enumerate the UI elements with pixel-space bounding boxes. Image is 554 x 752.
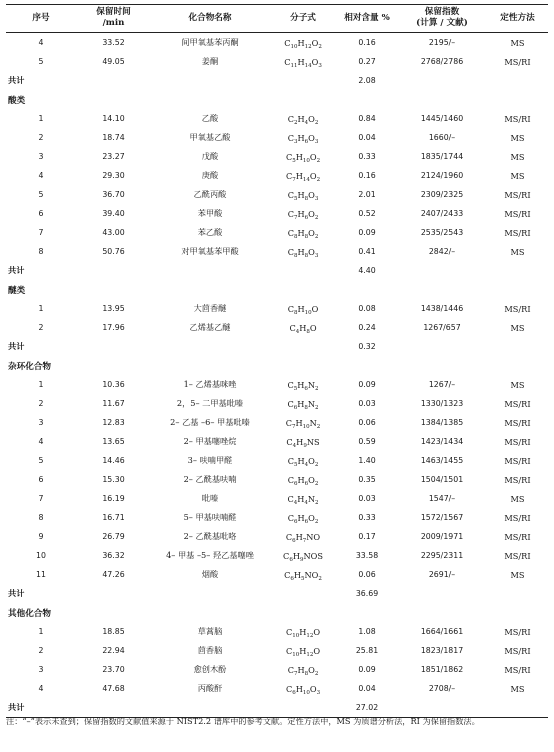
- method-cell: MS/RI: [504, 626, 531, 637]
- retention-time-cell: 18.74: [102, 133, 125, 142]
- formula-cell: $C_6H_5NO_2$: [284, 569, 322, 582]
- category-label: 酸类: [8, 95, 26, 106]
- relative-content-cell: 0.84: [358, 114, 376, 123]
- formula-cell: $C_3H_6O_3$: [287, 132, 319, 145]
- retention-index-cell: 1660/–: [428, 133, 456, 142]
- table-row: [6, 318, 548, 337]
- compound-name-cell: 对甲氧基苯甲酸: [181, 246, 239, 256]
- relative-content-cell: 0.16: [358, 38, 376, 47]
- serial-cell: 共计: [8, 341, 25, 351]
- table-row: [6, 185, 548, 204]
- retention-time-cell: 15.30: [102, 475, 125, 484]
- method-cell: MS/RI: [504, 398, 531, 409]
- relative-content-cell: 0.59: [358, 437, 376, 446]
- table-row: [6, 432, 548, 451]
- retention-index-cell: 2407/2433: [420, 209, 464, 218]
- serial-cell: 11: [36, 570, 46, 579]
- retention-time-cell: 49.05: [102, 57, 125, 66]
- table-row: [6, 527, 548, 546]
- table-row: [6, 299, 548, 318]
- retention-time-cell: 47.68: [102, 684, 125, 693]
- retention-time-cell: 39.40: [102, 209, 125, 218]
- table-row: [6, 204, 548, 223]
- serial-cell: 1: [38, 304, 44, 313]
- compound-name-cell: [151, 337, 269, 356]
- retention-time-cell: 18.85: [102, 627, 125, 636]
- formula-cell: $C_8H_8O_3$: [287, 246, 319, 259]
- column-header: 序号: [32, 12, 50, 23]
- retention-index-cell: 1835/1744: [420, 152, 464, 161]
- subtotal-row: [6, 71, 548, 90]
- compound-name-cell: [151, 584, 269, 603]
- column-header: 保留指数 (计算 / 文献): [416, 7, 468, 28]
- retention-time-cell: [76, 71, 151, 90]
- serial-cell: 3: [38, 665, 44, 674]
- retention-index-cell: [397, 584, 487, 603]
- retention-index-cell: 1267/–: [428, 380, 456, 389]
- retention-time-cell: 22.94: [102, 646, 125, 655]
- formula-cell: $C_6H_6O_2$: [287, 474, 319, 487]
- compound-name-cell: 烟酸: [201, 569, 219, 579]
- table-row: [6, 128, 548, 147]
- compound-name-cell: 乙烯基乙醚: [189, 322, 231, 332]
- category-label: 醚类: [8, 285, 26, 296]
- serial-cell: 1: [38, 627, 44, 636]
- formula-cell: $C_6H_7NO$: [285, 531, 321, 544]
- serial-cell: 3: [38, 418, 44, 427]
- table-row: [6, 166, 548, 185]
- relative-content-cell: 0.35: [358, 475, 376, 484]
- serial-cell: 6: [38, 209, 44, 218]
- retention-time-cell: [76, 337, 151, 356]
- retention-time-cell: 11.67: [102, 399, 125, 408]
- retention-time-cell: [76, 584, 151, 603]
- relative-content-cell: 0.06: [358, 570, 376, 579]
- retention-time-cell: 29.30: [102, 171, 125, 180]
- method-cell: MS: [510, 170, 525, 181]
- method-cell: MS: [510, 683, 525, 694]
- method-cell: MS/RI: [504, 436, 531, 447]
- relative-content-cell: 1.40: [358, 456, 376, 465]
- method-cell: MS: [510, 246, 525, 257]
- table-row: [6, 546, 548, 565]
- category-row: [6, 280, 548, 299]
- retention-index-cell: 1547/–: [428, 494, 456, 503]
- retention-time-cell: 36.32: [102, 551, 125, 560]
- table-row: [6, 413, 548, 432]
- compound-name-cell: 丙酸酐: [197, 683, 223, 693]
- formula-cell: $C_4H_4N_2$: [287, 493, 319, 506]
- formula-cell: $C_{10}H_{12}O$: [285, 645, 321, 658]
- method-cell: MS/RI: [504, 303, 531, 314]
- relative-content-cell: 0.06: [358, 418, 376, 427]
- retention-index-cell: 2009/1971: [420, 532, 464, 541]
- table-row: [6, 242, 548, 261]
- table-row: [6, 565, 548, 584]
- table-row: [6, 622, 548, 641]
- retention-index-cell: 1664/1661: [420, 627, 464, 636]
- retention-index-cell: 1330/1323: [420, 399, 464, 408]
- retention-index-cell: 1445/1460: [420, 114, 464, 123]
- retention-time-cell: 47.26: [102, 570, 125, 579]
- relative-content-cell: 0.03: [358, 399, 376, 408]
- method-cell: [487, 337, 548, 356]
- retention-time-cell: 23.70: [102, 665, 125, 674]
- serial-cell: 10: [36, 551, 46, 560]
- method-cell: MS/RI: [504, 56, 531, 67]
- serial-cell: 4: [38, 38, 44, 47]
- category-row: [6, 603, 548, 622]
- relative-content-cell: 0.08: [358, 304, 376, 313]
- formula-cell: $C_5H_6N_2$: [287, 379, 319, 392]
- formula-cell: $C_5H_{10}O_2$: [285, 151, 321, 164]
- table-row: [6, 660, 548, 679]
- method-cell: [487, 584, 548, 603]
- compound-name-cell: 姜酮: [201, 56, 219, 66]
- relative-content-cell: 0.33: [358, 513, 376, 522]
- retention-index-cell: 2195/–: [428, 38, 456, 47]
- serial-cell: 4: [38, 684, 44, 693]
- table-header-row: [6, 5, 548, 33]
- retention-time-cell: 13.95: [102, 304, 125, 313]
- retention-time-cell: 33.52: [102, 38, 125, 47]
- retention-index-cell: 1423/1434: [420, 437, 464, 446]
- compound-name-cell: [151, 71, 269, 90]
- retention-index-cell: [397, 337, 487, 356]
- subtotal-row: [6, 261, 548, 280]
- relative-content-cell: 33.58: [355, 551, 379, 560]
- relative-content-cell: 0.04: [358, 684, 376, 693]
- retention-time-cell: [76, 261, 151, 280]
- serial-cell: 2: [38, 133, 44, 142]
- serial-cell: 共计: [8, 588, 25, 598]
- relative-content-cell: 27.02: [355, 703, 379, 712]
- relative-content-cell: 0.41: [358, 247, 376, 256]
- method-cell: MS: [510, 493, 525, 504]
- method-cell: MS/RI: [504, 512, 531, 523]
- formula-cell: $C_2H_4O_2$: [287, 113, 319, 126]
- serial-cell: 2: [38, 323, 44, 332]
- retention-time-cell: 43.00: [102, 228, 125, 237]
- subtotal-row: [6, 584, 548, 603]
- compound-table: [6, 4, 548, 718]
- serial-cell: 1: [38, 380, 44, 389]
- table-row: [6, 109, 548, 128]
- formula-cell: $C_6H_8N_2$: [287, 398, 319, 411]
- method-cell: MS/RI: [504, 645, 531, 656]
- retention-time-cell: 16.71: [102, 513, 125, 522]
- retention-index-cell: 2295/2311: [420, 551, 464, 560]
- relative-content-cell: 25.81: [355, 646, 379, 655]
- retention-time-cell: 10.36: [102, 380, 125, 389]
- table-row: [6, 508, 548, 527]
- serial-cell: 7: [38, 228, 44, 237]
- method-cell: MS/RI: [504, 227, 531, 238]
- compound-name-cell: 愈创木酚: [193, 664, 227, 674]
- method-cell: MS/RI: [504, 664, 531, 675]
- retention-index-cell: 2124/1960: [420, 171, 464, 180]
- formula-cell: $C_8H_{10}O$: [287, 303, 319, 316]
- retention-index-cell: 1438/1446: [420, 304, 464, 313]
- serial-cell: 5: [38, 190, 44, 199]
- table-row: [6, 451, 548, 470]
- retention-index-cell: 2535/2543: [420, 228, 464, 237]
- formula-cell: $C_6H_{10}O_3$: [285, 683, 321, 696]
- column-header: 保留时间 /min: [96, 7, 131, 28]
- formula-cell: $C_{10}H_{12}O_2$: [284, 37, 322, 50]
- formula-cell: [269, 71, 337, 90]
- compound-name-cell: 3– 呋喃甲醛: [187, 455, 233, 465]
- retention-time-cell: 13.65: [102, 437, 125, 446]
- serial-cell: 1: [38, 114, 44, 123]
- compound-name-cell: 甲氧基乙酸: [189, 132, 231, 142]
- serial-cell: 8: [38, 247, 44, 256]
- method-cell: MS/RI: [504, 474, 531, 485]
- method-cell: MS/RI: [504, 455, 531, 466]
- compound-name-cell: 草蒿脑: [197, 626, 223, 636]
- relative-content-cell: 0.04: [358, 133, 376, 142]
- formula-cell: $C_8H_8O_2$: [287, 227, 319, 240]
- compound-name-cell: 1– 乙烯基咪唑: [183, 379, 237, 389]
- retention-index-cell: 2768/2786: [420, 57, 464, 66]
- formula-cell: $C_{10}H_{12}O$: [285, 626, 321, 639]
- retention-time-cell: 14.46: [102, 456, 125, 465]
- table-row: [6, 375, 548, 394]
- method-cell: MS/RI: [504, 208, 531, 219]
- method-cell: MS: [510, 151, 525, 162]
- retention-time-cell: 50.76: [102, 247, 125, 256]
- compound-name-cell: 2，5– 二甲基吡嗪: [176, 398, 244, 408]
- method-cell: MS/RI: [504, 550, 531, 561]
- relative-content-cell: 0.17: [358, 532, 376, 541]
- serial-cell: 7: [38, 494, 44, 503]
- retention-time-cell: 16.19: [102, 494, 125, 503]
- formula-cell: $C_7H_{10}N_2$: [285, 417, 321, 430]
- formula-cell: [269, 584, 337, 603]
- retention-index-cell: 1384/1385: [420, 418, 464, 427]
- compound-name-cell: 大茴香醚: [193, 303, 227, 313]
- method-cell: MS/RI: [504, 531, 531, 542]
- retention-time-cell: 17.96: [102, 323, 125, 332]
- relative-content-cell: 0.16: [358, 171, 376, 180]
- formula-cell: $C_4H_9NS$: [286, 436, 320, 449]
- category-label: 杂环化合物: [8, 361, 51, 372]
- retention-time-cell: 26.79: [102, 532, 125, 541]
- formula-cell: $C_5H_4O_2$: [287, 455, 319, 468]
- formula-cell: $C_6H_6O_2$: [287, 512, 319, 525]
- compound-name-cell: 庚酸: [201, 170, 219, 180]
- formula-cell: $C_7H_6O_2$: [287, 208, 319, 221]
- serial-cell: 4: [38, 171, 44, 180]
- table-footnote: 注：“–”表示未查到；保留指数的文献值来源于 NIST2.2 谱库中的参考文献。定性方法中，MS 为质谱分析法，RI 为保留指数法。: [6, 716, 480, 726]
- method-cell: MS: [510, 379, 525, 390]
- serial-cell: 6: [38, 475, 44, 484]
- formula-cell: $C_7H_8O_2$: [287, 664, 319, 677]
- category-label: 其他化合物: [8, 608, 51, 619]
- serial-cell: 9: [38, 532, 44, 541]
- retention-index-cell: 1823/1817: [420, 646, 464, 655]
- method-cell: MS: [510, 37, 525, 48]
- compound-name-cell: 苯乙酸: [197, 227, 223, 237]
- formula-cell: $C_6H_9NOS$: [283, 550, 323, 563]
- subtotal-row: [6, 337, 548, 356]
- table-body: [6, 33, 548, 718]
- table-row: [6, 641, 548, 660]
- relative-content-cell: 0.09: [358, 665, 376, 674]
- compound-name-cell: 2– 乙酰基吡咯: [183, 531, 237, 541]
- compound-name-cell: 苯甲酸: [197, 208, 223, 218]
- compound-name-cell: 茴香脑: [197, 645, 223, 655]
- retention-index-cell: 2708/–: [428, 684, 456, 693]
- method-cell: MS: [510, 132, 525, 143]
- retention-index-cell: [397, 71, 487, 90]
- retention-index-cell: 1851/1862: [420, 665, 464, 674]
- serial-cell: 共计: [8, 265, 25, 275]
- relative-content-cell: 0.32: [358, 342, 376, 351]
- formula-cell: [269, 261, 337, 280]
- serial-cell: 共计: [8, 702, 25, 712]
- retention-index-cell: 2309/2325: [420, 190, 464, 199]
- method-cell: [487, 71, 548, 90]
- compound-name-cell: 4– 甲基 –5– 羟乙基噻唑: [166, 550, 254, 560]
- serial-cell: 2: [38, 399, 44, 408]
- compound-name-cell: 吡嗪: [201, 493, 219, 503]
- relative-content-cell: 0.27: [358, 57, 376, 66]
- table-row: [6, 147, 548, 166]
- formula-cell: $C_{11}H_{14}O_3$: [284, 56, 322, 69]
- compound-name-cell: 2– 甲基噻唑烷: [183, 436, 237, 446]
- formula-cell: $C_4H_8O$: [289, 322, 317, 335]
- column-header: 分子式: [290, 12, 316, 23]
- formula-cell: [269, 337, 337, 356]
- category-row: [6, 90, 548, 109]
- serial-cell: 4: [38, 437, 44, 446]
- table-row: [6, 470, 548, 489]
- relative-content-cell: 0.24: [358, 323, 376, 332]
- compound-name-cell: [151, 261, 269, 280]
- relative-content-cell: 0.03: [358, 494, 376, 503]
- serial-cell: 5: [38, 57, 44, 66]
- method-cell: MS: [510, 569, 525, 580]
- method-cell: MS: [510, 322, 525, 333]
- column-header: 定性方法: [500, 12, 535, 23]
- relative-content-cell: 36.69: [355, 589, 379, 598]
- retention-index-cell: 1504/1501: [420, 475, 464, 484]
- relative-content-cell: 4.40: [358, 266, 376, 275]
- relative-content-cell: 0.33: [358, 152, 376, 161]
- relative-content-cell: 0.09: [358, 380, 376, 389]
- compound-name-cell: 2– 乙基 –6– 甲基吡嗪: [170, 417, 250, 427]
- table-row: [6, 52, 548, 71]
- compound-name-cell: 乙酸: [201, 113, 219, 123]
- formula-cell: $C_7H_{14}O_2$: [285, 170, 321, 183]
- relative-content-cell: 2.01: [358, 190, 376, 199]
- retention-index-cell: [397, 261, 487, 280]
- table-row: [6, 679, 548, 698]
- relative-content-cell: 0.52: [358, 209, 376, 218]
- retention-time-cell: 23.27: [102, 152, 125, 161]
- column-header: 相对含量 %: [344, 12, 390, 23]
- retention-index-cell: 1572/1567: [420, 513, 464, 522]
- relative-content-cell: 0.09: [358, 228, 376, 237]
- data-table-container: [6, 4, 548, 718]
- retention-time-cell: 14.10: [102, 114, 125, 123]
- table-row: [6, 489, 548, 508]
- table-row: [6, 33, 548, 53]
- serial-cell: 5: [38, 456, 44, 465]
- method-cell: MS/RI: [504, 189, 531, 200]
- formula-cell: $C_5H_8O_3$: [287, 189, 319, 202]
- serial-cell: 2: [38, 646, 44, 655]
- table-row: [6, 223, 548, 242]
- serial-cell: 8: [38, 513, 44, 522]
- method-cell: [487, 261, 548, 280]
- retention-time-cell: 12.83: [102, 418, 125, 427]
- retention-index-cell: 1463/1455: [420, 456, 464, 465]
- retention-index-cell: 2842/–: [428, 247, 456, 256]
- category-row: [6, 356, 548, 375]
- relative-content-cell: 2.08: [358, 76, 376, 85]
- retention-index-cell: 2691/–: [428, 570, 456, 579]
- column-header: 化合物名称: [188, 12, 232, 23]
- method-cell: MS/RI: [504, 417, 531, 428]
- compound-name-cell: 5– 甲基呋喃醛: [183, 512, 237, 522]
- serial-cell: 3: [38, 152, 44, 161]
- table-row: [6, 394, 548, 413]
- compound-name-cell: 乙酰丙酸: [193, 189, 227, 199]
- retention-index-cell: 1267/657: [423, 323, 461, 332]
- relative-content-cell: 1.08: [358, 627, 376, 636]
- compound-name-cell: 间甲氧基苯丙酮: [181, 37, 239, 47]
- compound-name-cell: 戊酸: [201, 151, 219, 161]
- method-cell: MS/RI: [504, 113, 531, 124]
- compound-name-cell: 2– 乙酰基呋喃: [183, 474, 237, 484]
- retention-time-cell: 36.70: [102, 190, 125, 199]
- serial-cell: 共计: [8, 75, 25, 85]
